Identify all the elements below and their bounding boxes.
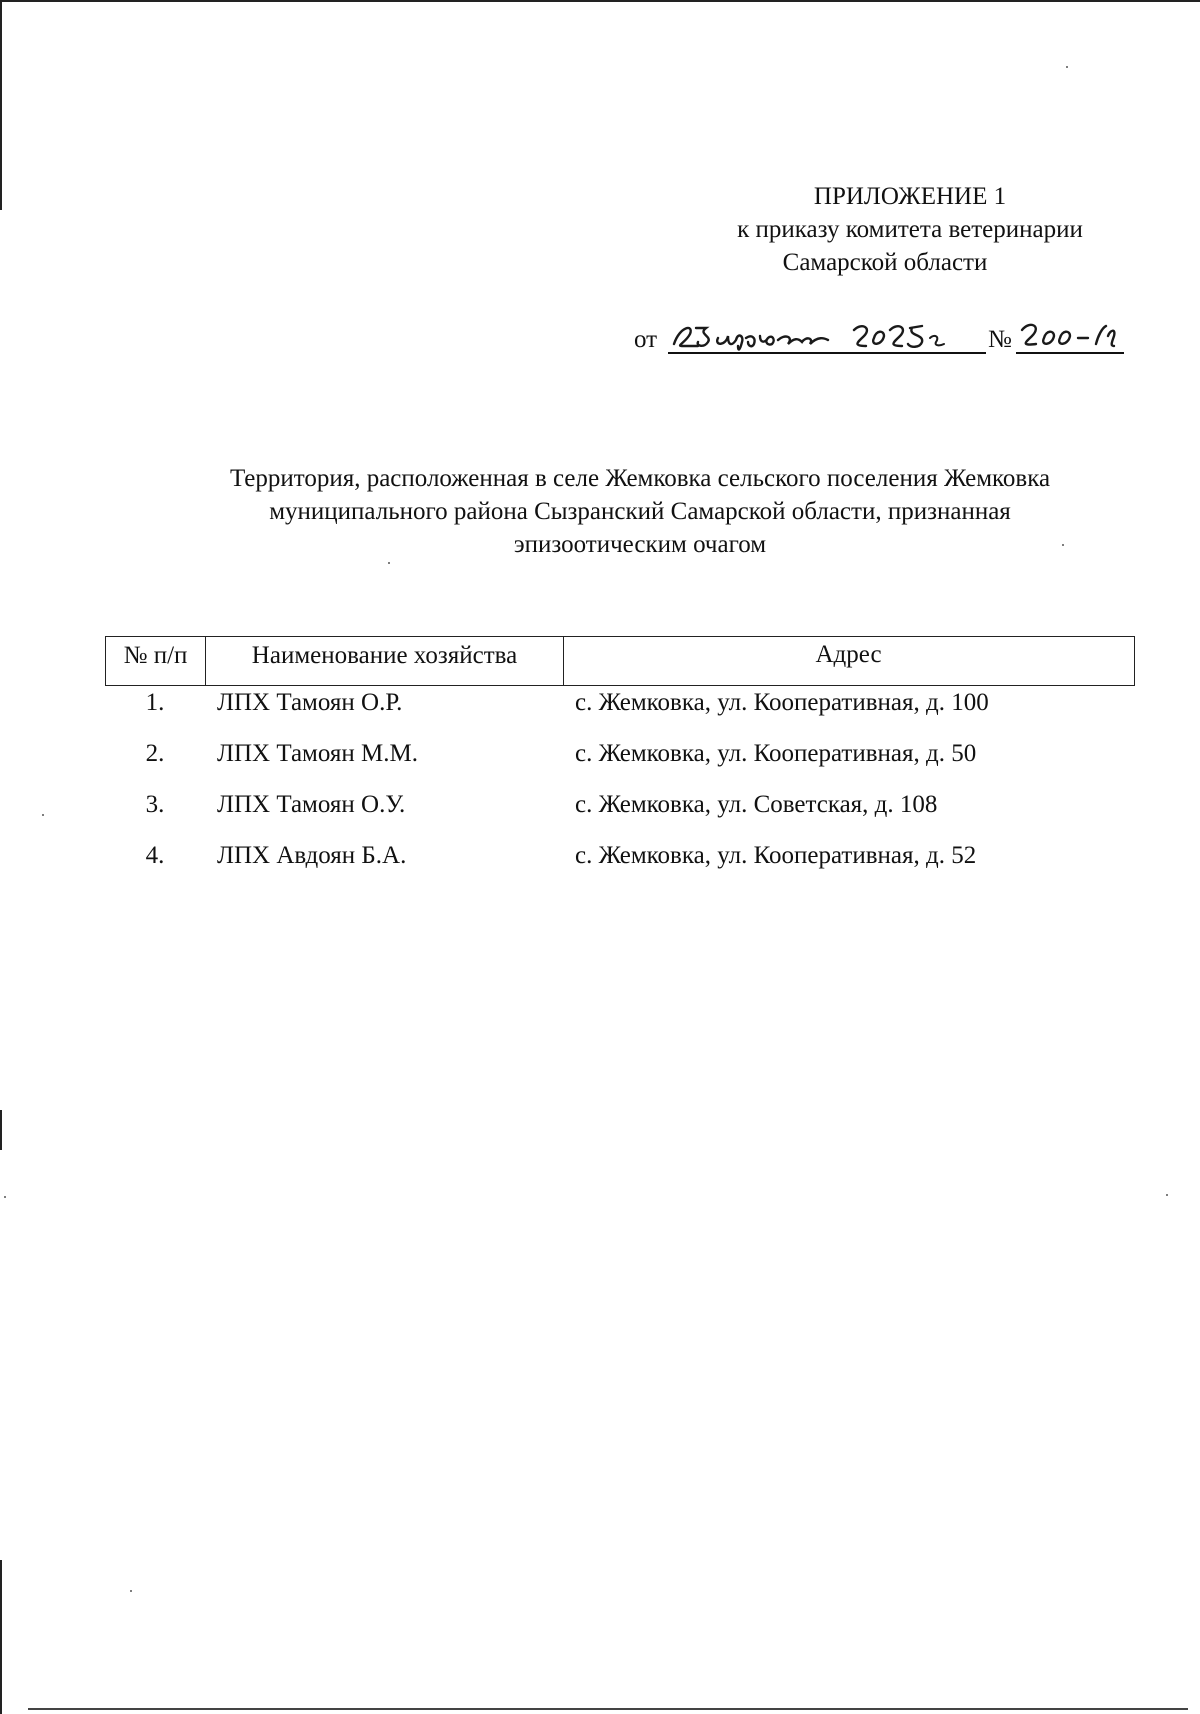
- table-header-address: Адрес: [815, 641, 882, 668]
- appendix-region: Самарской области: [782, 249, 988, 276]
- table-row: [105, 737, 1135, 788]
- table-row: [105, 788, 1135, 839]
- scan-edge-bottom: [28, 1708, 1188, 1710]
- appendix-title: ПРИЛОЖЕНИЕ 1: [813, 183, 1007, 210]
- table-header-row: [105, 636, 1135, 686]
- scan-edge-top: [0, 0, 1200, 2]
- row-address: с. Жемковка, ул. Кооперативная, д. 50: [575, 740, 977, 767]
- row-number: 1.: [145, 689, 165, 716]
- table-header-name: Наименование хозяйства: [206, 637, 564, 685]
- order-number-label: №: [988, 326, 1012, 353]
- scan-edge-left: [0, 0, 2, 210]
- table-header-num: № п/п: [106, 637, 206, 685]
- number-underline: [1016, 352, 1124, 354]
- scan-speck: [1066, 66, 1068, 68]
- heading-line-3: эпизоотическим очагом: [513, 531, 767, 558]
- scan-speck: [1166, 1194, 1168, 1196]
- row-number: 3.: [145, 791, 165, 818]
- row-address: с. Жемковка, ул. Кооперативная, д. 100: [575, 689, 989, 716]
- order-date-label: от: [634, 326, 658, 353]
- heading-line-1: Территория, расположенная в селе Жемковка сельского поселения Жемковка: [229, 465, 1051, 492]
- appendix-header: [700, 180, 1120, 279]
- row-number: 2.: [145, 740, 165, 767]
- appendix-order-ref: к приказу комитета ветеринарии: [737, 216, 1083, 243]
- handwritten-date: [668, 316, 1012, 352]
- handwritten-order-number: [1016, 316, 1126, 352]
- row-farm-name: ЛПХ Тамоян О.У.: [217, 791, 406, 818]
- farms-table: [105, 636, 1135, 890]
- row-address: с. Жемковка, ул. Советская, д. 108: [575, 791, 938, 818]
- order-date-line: [632, 316, 1152, 356]
- document-heading: [150, 462, 1130, 561]
- table-row: [105, 686, 1135, 737]
- scan-speck: [388, 562, 390, 564]
- heading-line-2: муниципального района Сызранский Самарской области, признанная: [269, 498, 1011, 525]
- scan-edge-left: [0, 1110, 2, 1150]
- date-underline: [668, 352, 986, 354]
- row-number: 4.: [145, 842, 165, 869]
- row-farm-name: ЛПХ Тамоян О.Р.: [217, 689, 403, 716]
- scan-edge-left: [0, 1560, 2, 1714]
- row-farm-name: ЛПХ Авдоян Б.А.: [217, 842, 407, 869]
- scan-speck: [42, 814, 44, 816]
- table-row: [105, 839, 1135, 890]
- row-farm-name: ЛПХ Тамоян М.М.: [217, 740, 418, 767]
- row-address: с. Жемковка, ул. Кооперативная, д. 52: [575, 842, 977, 869]
- scan-speck: [4, 1196, 6, 1198]
- scan-speck: [130, 1590, 132, 1592]
